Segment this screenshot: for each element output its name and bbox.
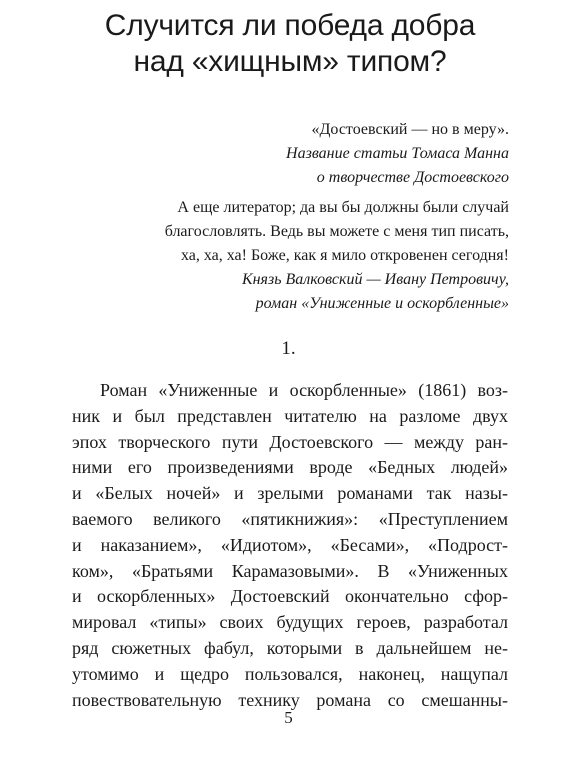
body-line: Роман «Униженные и оскорбленные» (1861) воз- — [100, 380, 508, 400]
body-line: эпох творческого пути Достоевского — между ран- — [72, 431, 508, 452]
epigraph-1-source-line-2: о творчестве Достоевского — [316, 169, 509, 186]
body-text — [72, 378, 508, 713]
page-number: 5 — [284, 708, 293, 727]
epigraph-2-source-line-1: Князь Валковский — Ивану Петровичу, — [241, 271, 509, 288]
body-line: ком», «Братьями Карамазовыми». В «Униженных — [72, 560, 508, 581]
epigraph-2 — [39, 196, 509, 316]
epigraph-1-quote: «Достоевский — но в меру». — [311, 121, 509, 138]
epigraph-2-quote-line-2: благословлять. Ведь вы можете с меня тип писать, — [164, 223, 509, 240]
body-line: ряд сюжетных фабул, которыми в дальнейшем не- — [72, 637, 508, 658]
epigraph-2-quote-line-3: ха, ха, ха! Боже, как я мило откровенен сегодня! — [180, 247, 509, 264]
epigraph-2-source-line-2: роман «Униженные и оскорбленные» — [255, 295, 509, 312]
body-line: повествовательную технику романа со смешанны- — [72, 689, 508, 710]
body-line: ними его произведениями вроде «Бедных людей» — [72, 457, 508, 478]
body-line: ваемого великого «пятикнижия»: «Преступлением — [72, 508, 508, 529]
chapter-title — [40, 8, 540, 80]
epigraph-1 — [69, 118, 509, 190]
body-line: и оскорбленных» Достоевский окончательно сфор- — [72, 586, 508, 607]
body-line: утомимо и щедро пользовался, наконец, нащупал — [72, 663, 508, 684]
body-line: и «Белых ночей» и зрелыми романами так назы- — [72, 483, 508, 504]
section-number: 1. — [281, 338, 296, 359]
chapter-title-line-2: над «хищным» типом? — [133, 45, 447, 78]
body-line: мировал «типы» своих будущих героев, разработал — [72, 612, 508, 633]
epigraph-2-quote-line-1: А еще литератор; да вы бы должны были случай — [177, 199, 509, 216]
epigraph-1-source-line-1: Название статьи Томаса Манна — [286, 145, 509, 162]
body-line: и наказанием», «Идиотом», «Бесами», «Подрост- — [72, 534, 508, 555]
body-line: ник и был представлен читателю на разломе двух — [72, 405, 508, 426]
chapter-title-line-1: Случится ли победа добра — [104, 9, 476, 42]
